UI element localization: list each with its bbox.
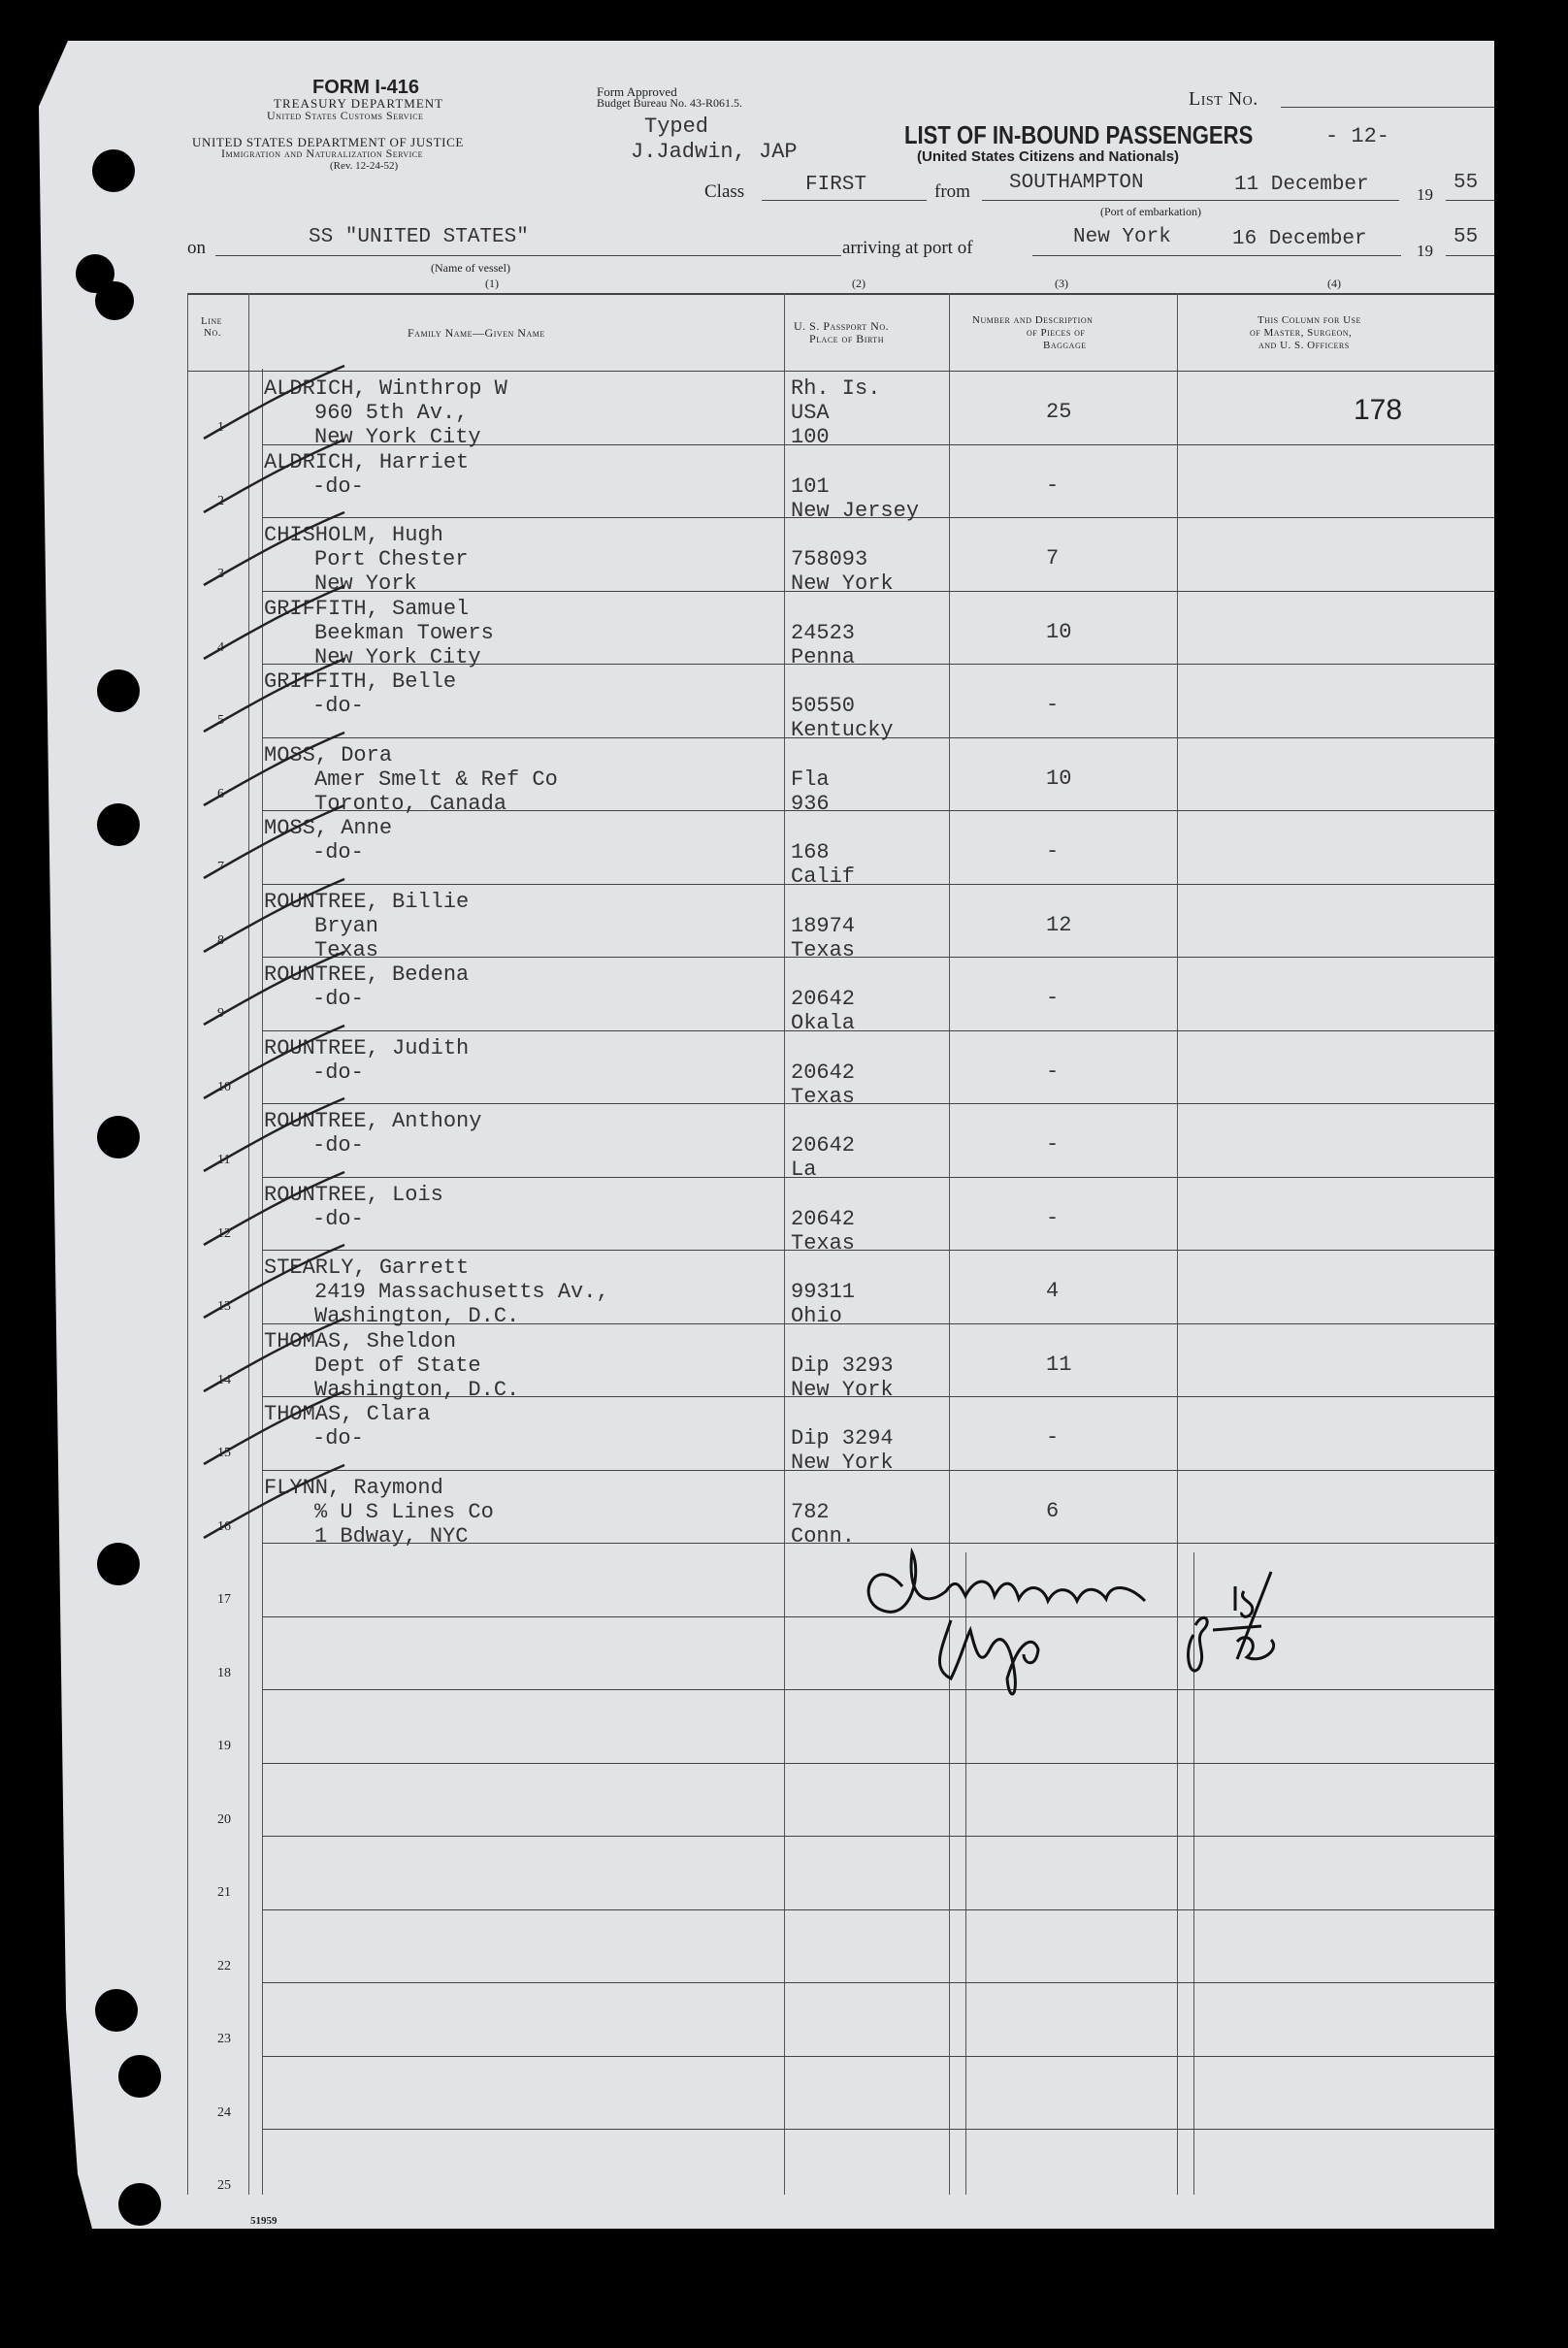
- passenger-address: Washington, D.C.: [314, 1378, 520, 1402]
- passport-header-2: Place of Birth: [809, 332, 884, 345]
- passenger-name: FLYNN, Raymond: [264, 1476, 443, 1500]
- form-code: 51959: [250, 2215, 278, 2227]
- revision: (Rev. 12-24-52): [330, 160, 399, 172]
- baggage-count: -: [1046, 473, 1060, 498]
- passenger-name: GRIFFITH, Samuel: [264, 597, 470, 621]
- baggage-header-2: of Pieces of: [1027, 327, 1086, 339]
- passport-birthplace: 20642: [791, 1060, 856, 1085]
- row-rule: [262, 1763, 1494, 1764]
- treasury-dept: TREASURY DEPARTMENT: [274, 96, 444, 111]
- passenger-name: ROUNTREE, Anthony: [264, 1109, 482, 1133]
- row-rule: [262, 1177, 1494, 1178]
- passport-birthplace: 20642: [791, 1207, 856, 1231]
- passenger-address: Port Chester: [314, 547, 469, 571]
- passenger-address: Toronto, Canada: [314, 792, 507, 816]
- passport-birthplace: Kentucky: [791, 718, 894, 742]
- baggage-count: -: [1046, 986, 1060, 1010]
- baggage-count: 6: [1046, 1499, 1060, 1523]
- row-rule: [262, 1250, 1494, 1251]
- col-num-1: (1): [485, 277, 499, 290]
- line-number: 19: [217, 1739, 231, 1753]
- arriving-label: arriving at port of: [842, 238, 973, 258]
- passport-birthplace: Texas: [791, 938, 856, 962]
- list-no-line: [1281, 107, 1494, 108]
- customs-service: United States Customs Service: [267, 109, 424, 122]
- on-label: on: [187, 238, 206, 258]
- table-left-rule: [187, 293, 188, 2195]
- typed-by: J.Jadwin, JAP: [631, 140, 798, 164]
- line-number: 17: [217, 1592, 231, 1607]
- passenger-name: THOMAS, Sheldon: [264, 1329, 457, 1353]
- year-line-2: [1446, 255, 1494, 256]
- line-number: 20: [217, 1812, 231, 1827]
- passport-birthplace: 100: [791, 425, 830, 449]
- baggage-header-1: Number and Description: [972, 314, 1094, 326]
- year-suffix-2: 55: [1454, 226, 1479, 248]
- line-no-header-2: No.: [204, 327, 221, 339]
- line-number: 18: [217, 1666, 231, 1680]
- line-number: 7: [217, 860, 224, 874]
- baggage-count: 12: [1046, 913, 1072, 937]
- line-number: 25: [217, 2178, 231, 2193]
- punch-hole: [118, 2055, 161, 2098]
- line-number: 14: [217, 1373, 231, 1387]
- punch-hole: [97, 803, 140, 846]
- baggage-count: 10: [1046, 620, 1072, 644]
- baggage-count: -: [1046, 839, 1060, 864]
- justice-dept: UNITED STATES DEPARTMENT OF JUSTICE: [192, 135, 464, 149]
- baggage-count: -: [1046, 1132, 1060, 1157]
- line-number: 22: [217, 1959, 231, 1973]
- arrival-line: [1032, 255, 1401, 256]
- punch-hole: [118, 2183, 161, 2226]
- baggage-count: 4: [1046, 1279, 1060, 1303]
- passenger-name: MOSS, Anne: [264, 816, 393, 840]
- check-mark: [199, 1460, 354, 1548]
- passport-birthplace: New York: [791, 1451, 894, 1475]
- passenger-address: % U S Lines Co: [314, 1500, 494, 1524]
- passenger-address: New York: [314, 571, 417, 596]
- passenger-name: ALDRICH, Winthrop W: [264, 376, 507, 401]
- row-rule: [262, 2129, 1494, 2130]
- passenger-address: Bryan: [314, 914, 379, 938]
- vessel-caption: (Name of vessel): [431, 261, 510, 275]
- passenger-address: Beekman Towers: [314, 621, 494, 645]
- col-num-2: (2): [852, 277, 866, 290]
- punch-hole: [92, 149, 135, 192]
- line-number: 2: [217, 494, 224, 508]
- passport-birthplace: 99311: [791, 1280, 856, 1304]
- line-number: 24: [217, 2105, 231, 2120]
- passenger-address: Texas: [314, 938, 379, 962]
- row-rule: [262, 1103, 1494, 1104]
- passenger-address: Amer Smelt & Ref Co: [314, 767, 558, 792]
- passenger-address: 2419 Massachusetts Av.,: [314, 1280, 609, 1304]
- passenger-name: STEARLY, Garrett: [264, 1256, 470, 1280]
- passport-birthplace: New York: [791, 1378, 894, 1402]
- passenger-address: -do-: [312, 1133, 364, 1158]
- punch-hole: [97, 1543, 140, 1585]
- table-top-rule: [187, 293, 1494, 295]
- row-rule: [262, 1836, 1494, 1837]
- page-number: - 12-: [1325, 124, 1390, 148]
- class-line: [762, 200, 927, 201]
- passport-birthplace: Dip 3293: [791, 1353, 894, 1378]
- row-rule: [262, 884, 1494, 885]
- name-header: Family Name—Given Name: [408, 326, 545, 340]
- passenger-address: New York City: [314, 425, 481, 449]
- passenger-address: Washington, D.C.: [314, 1304, 520, 1328]
- passport-birthplace: 101: [791, 474, 830, 499]
- passenger-address: -do-: [312, 1060, 364, 1085]
- passenger-address: -do-: [312, 1426, 364, 1451]
- row-rule: [262, 957, 1494, 958]
- passenger-name: GRIFFITH, Belle: [264, 669, 457, 694]
- budget-bureau: Budget Bureau No. 43-R061.5.: [597, 96, 742, 110]
- officer-note: 178: [1354, 394, 1403, 426]
- punch-hole: [97, 669, 140, 712]
- arrival-port: New York: [1073, 226, 1171, 248]
- arrival-date: 16 December: [1232, 228, 1367, 250]
- passport-birthplace: La: [791, 1158, 817, 1182]
- line-number: 4: [217, 640, 224, 655]
- class-value: FIRST: [805, 174, 867, 196]
- passport-birthplace: 20642: [791, 987, 856, 1011]
- passport-birthplace: New Jersey: [791, 499, 920, 523]
- list-no-label: List No.: [1189, 88, 1258, 110]
- passenger-name: ROUNTREE, Judith: [264, 1036, 470, 1060]
- officers-header-2: of Master, Surgeon,: [1250, 327, 1353, 339]
- typed-label: Typed: [644, 114, 709, 139]
- baggage-count: -: [1046, 693, 1060, 717]
- baggage-count: -: [1046, 1060, 1060, 1084]
- passenger-address: -do-: [312, 1207, 364, 1231]
- passport-birthplace: Okala: [791, 1011, 856, 1035]
- passenger-name: ROUNTREE, Bedena: [264, 962, 470, 987]
- passport-birthplace: New York: [791, 571, 894, 596]
- passport-birthplace: Rh. Is.: [791, 376, 881, 401]
- line-number: 10: [217, 1080, 231, 1094]
- inspector-signature: [854, 1533, 1397, 1708]
- passenger-address: -do-: [312, 840, 364, 864]
- passenger-name: MOSS, Dora: [264, 743, 393, 767]
- line-number: 13: [217, 1299, 231, 1314]
- punch-hole: [95, 1989, 138, 2032]
- passport-birthplace: Texas: [791, 1085, 856, 1109]
- officers-header-3: and U. S. Officers: [1258, 340, 1350, 351]
- year-prefix-1: 19: [1417, 185, 1433, 204]
- line-number: 9: [217, 1006, 224, 1021]
- row-rule: [262, 2056, 1494, 2057]
- officers-header-1: This Column for Use: [1258, 314, 1361, 326]
- passenger-name: ROUNTREE, Billie: [264, 890, 470, 914]
- passport-birthplace: 936: [791, 792, 830, 816]
- baggage-header-3: Baggage: [1043, 340, 1087, 351]
- passport-birthplace: 782: [791, 1500, 830, 1524]
- baggage-count: 10: [1046, 766, 1072, 791]
- passport-birthplace: 24523: [791, 621, 856, 645]
- year-line-1: [1446, 200, 1494, 201]
- vessel-line: [215, 255, 841, 256]
- punch-hole: [95, 281, 134, 320]
- line-number: 16: [217, 1519, 231, 1534]
- passport-birthplace: USA: [791, 401, 830, 425]
- passenger-address: 960 5th Av.,: [314, 401, 469, 425]
- baggage-count: -: [1046, 1425, 1060, 1450]
- passport-birthplace: 168: [791, 840, 830, 864]
- ins-service: Immigration and Naturalization Service: [221, 147, 424, 160]
- row-rule: [262, 1030, 1494, 1031]
- line-number: 8: [217, 933, 224, 948]
- class-label: Class: [704, 181, 745, 202]
- row-rule: [262, 1982, 1494, 1983]
- form-approved: Form Approved: [597, 84, 677, 99]
- line-number: 23: [217, 2032, 231, 2046]
- line-number: 21: [217, 1885, 231, 1900]
- col-num-3: (3): [1055, 277, 1068, 290]
- baggage-count: 25: [1046, 400, 1072, 424]
- from-value: SOUTHAMPTON: [1009, 172, 1144, 194]
- passenger-name: ALDRICH, Harriet: [264, 450, 470, 474]
- line-number: 1: [217, 420, 224, 435]
- baggage-count: 7: [1046, 546, 1060, 571]
- line-no-header-1: Line: [201, 315, 223, 327]
- passenger-name: CHISHOLM, Hugh: [264, 523, 443, 547]
- passport-birthplace: Calif: [791, 864, 856, 889]
- passport-birthplace: Ohio: [791, 1304, 842, 1328]
- passenger-address: New York City: [314, 645, 481, 669]
- list-title: LIST OF IN-BOUND PASSENGERS: [904, 120, 1254, 149]
- form-number: FORM I-416: [312, 77, 420, 98]
- passenger-name: THOMAS, Clara: [264, 1402, 431, 1426]
- header-bottom-rule: [187, 371, 1494, 372]
- baggage-count: 11: [1046, 1353, 1072, 1377]
- year-suffix-1: 55: [1454, 172, 1479, 194]
- col-num-4: (4): [1327, 277, 1341, 290]
- passenger-address: -do-: [312, 474, 364, 499]
- passport-birthplace: Conn.: [791, 1524, 856, 1549]
- line-number: 15: [217, 1446, 231, 1460]
- vessel-name: SS "UNITED STATES": [309, 226, 529, 248]
- list-subtitle: (United States Citizens and Nationals): [917, 148, 1180, 165]
- row-rule: [262, 1909, 1494, 1910]
- depart-date: 11 December: [1234, 174, 1369, 196]
- passport-birthplace: 50550: [791, 694, 856, 718]
- punch-hole: [97, 1116, 140, 1158]
- passport-birthplace: 20642: [791, 1133, 856, 1158]
- year-prefix-2: 19: [1417, 242, 1433, 260]
- passenger-address: Dept of State: [314, 1353, 481, 1378]
- baggage-count: -: [1046, 1206, 1060, 1230]
- passenger-name: ROUNTREE, Lois: [264, 1183, 443, 1207]
- passport-birthplace: Dip 3294: [791, 1426, 894, 1451]
- passport-header-1: U. S. Passport No.: [794, 319, 890, 333]
- from-line: [982, 200, 1399, 201]
- line-number: 6: [217, 787, 224, 801]
- passport-birthplace: Penna: [791, 645, 856, 669]
- passenger-address: -do-: [312, 987, 364, 1011]
- passport-birthplace: Fla: [791, 767, 830, 792]
- passenger-address: 1 Bdway, NYC: [314, 1524, 469, 1549]
- passport-birthplace: 18974: [791, 914, 856, 938]
- line-number: 5: [217, 713, 224, 728]
- passenger-address: -do-: [312, 694, 364, 718]
- line-number: 11: [217, 1153, 231, 1167]
- line-number: 12: [217, 1226, 231, 1241]
- port-embark-caption: (Port of embarkation): [1100, 205, 1201, 218]
- line-number: 3: [217, 567, 224, 581]
- passport-birthplace: 758093: [791, 547, 868, 571]
- passport-birthplace: Texas: [791, 1231, 856, 1256]
- from-label: from: [934, 181, 970, 202]
